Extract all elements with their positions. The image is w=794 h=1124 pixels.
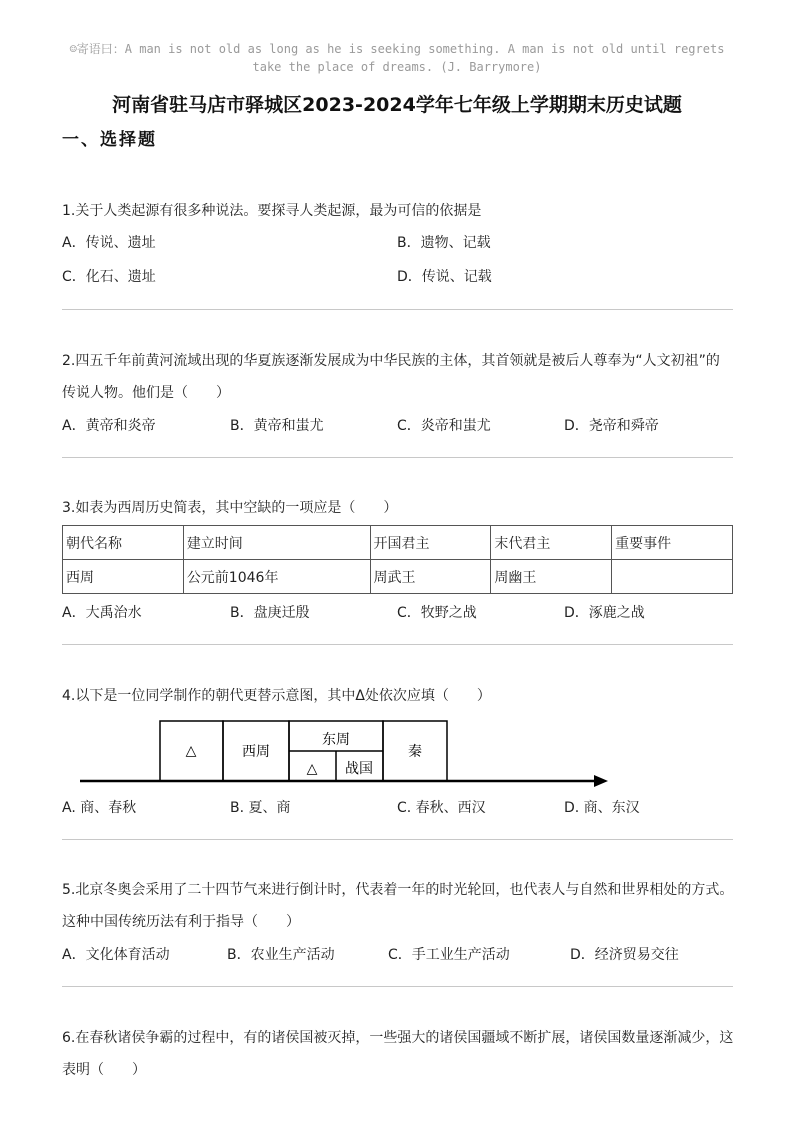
question-3-option-a[interactable]: A．大禹治水	[62, 605, 142, 621]
diagram-label-box4: 秦	[408, 744, 422, 760]
question-5-option-d[interactable]: D．经济贸易交往	[570, 947, 679, 963]
diagram-label-box3-left: △	[306, 761, 318, 777]
divider	[62, 986, 733, 987]
question-3-option-c[interactable]: C．牧野之战	[397, 605, 477, 621]
table-cell-blank	[612, 560, 733, 594]
table-header-cell: 朝代名称	[63, 526, 184, 560]
diagram-label-box1: △	[185, 743, 197, 759]
header-quote-line2: take the place of dreams. (J. Barrymore)	[252, 60, 542, 74]
question-2-option-b[interactable]: B．黄帝和蚩尤	[230, 418, 324, 434]
table-header-cell: 末代君主	[491, 526, 612, 560]
question-1-option-b[interactable]: B．遗物、记载	[397, 235, 491, 251]
question-1-stem: 1.关于人类起源有很多种说法。要探寻人类起源，最为可信的依据是	[62, 203, 482, 219]
table-cell: 西周	[63, 560, 184, 594]
western-zhou-table	[62, 525, 733, 594]
question-2-stem-line1: 2.四五千年前黄河流域出现的华夏族逐渐发展成为中华民族的主体，其首领就是被后人尊奉为“人文初祖”的	[62, 353, 720, 369]
question-5-stem-line2: 这种中国传统历法有利于指导（ ）	[62, 914, 300, 930]
divider	[62, 839, 733, 840]
question-2-option-d[interactable]: D．尧帝和舜帝	[564, 418, 659, 434]
dynasty-timeline-diagram	[0, 715, 794, 795]
question-6-stem-line2: 表明（ ）	[62, 1062, 146, 1078]
divider	[62, 644, 733, 645]
question-3-stem: 3.如表为西周历史简表，其中空缺的一项应是（ ）	[62, 500, 398, 516]
question-4-stem: 4.以下是一位同学制作的朝代更替示意图，其中Δ处依次应填（ ）	[62, 688, 491, 704]
table-cell: 公元前1046年	[183, 560, 370, 594]
question-4-option-d[interactable]: D. 商、东汉	[564, 800, 640, 816]
table-header-row	[63, 526, 733, 560]
arrow-right-icon	[594, 775, 608, 787]
table-header-cell: 建立时间	[183, 526, 370, 560]
question-5-option-a[interactable]: A．文化体育活动	[62, 947, 170, 963]
table-header-cell: 重要事件	[612, 526, 733, 560]
question-1-option-c[interactable]: C．化石、遗址	[62, 269, 156, 285]
divider	[62, 457, 733, 458]
question-4-option-b[interactable]: B. 夏、商	[230, 800, 291, 816]
divider	[62, 309, 733, 310]
table-row	[63, 560, 733, 594]
table-header-cell: 开国君主	[370, 526, 491, 560]
question-3-option-d[interactable]: D．涿鹿之战	[564, 605, 645, 621]
question-2-stem-line2: 传说人物。他们是（ ）	[62, 385, 230, 401]
question-5-stem-line1: 5.北京冬奥会采用了二十四节气来进行倒计时，代表着一年的时光轮回，也代表人与自然和世界相处的方式。	[62, 882, 734, 898]
question-4-option-a[interactable]: A. 商、春秋	[62, 800, 137, 816]
question-5-option-c[interactable]: C．手工业生产活动	[388, 947, 510, 963]
diagram-label-box2: 西周	[242, 744, 270, 760]
question-3-option-b[interactable]: B．盘庚迁殷	[230, 605, 310, 621]
header-quote-line1: ☺寄语曰：A man is not old as long as he is seeking something. A man is not old until regrets	[69, 42, 725, 56]
question-5-option-b[interactable]: B．农业生产活动	[227, 947, 335, 963]
diagram-label-box3-top: 东周	[322, 732, 350, 748]
question-2-option-c[interactable]: C．炎帝和蚩尤	[397, 418, 491, 434]
question-6-stem-line1: 6.在春秋诸侯争霸的过程中，有的诸侯国被灭掉，一些强大的诸侯国疆域不断扩展，诸侯国数量逐渐减少，这	[62, 1030, 734, 1046]
table-cell: 周武王	[370, 560, 491, 594]
section-heading: 一、选择题	[62, 130, 157, 150]
question-1-option-a[interactable]: A．传说、遗址	[62, 235, 156, 251]
question-4-option-c[interactable]: C. 春秋、西汉	[397, 800, 486, 816]
diagram-label-box3-right: 战国	[345, 761, 373, 777]
table-cell: 周幽王	[491, 560, 612, 594]
page-title: 河南省驻马店市驿城区2023-2024学年七年级上学期期末历史试题	[112, 94, 682, 116]
question-2-option-a[interactable]: A．黄帝和炎帝	[62, 418, 156, 434]
question-1-option-d[interactable]: D．传说、记载	[397, 269, 492, 285]
